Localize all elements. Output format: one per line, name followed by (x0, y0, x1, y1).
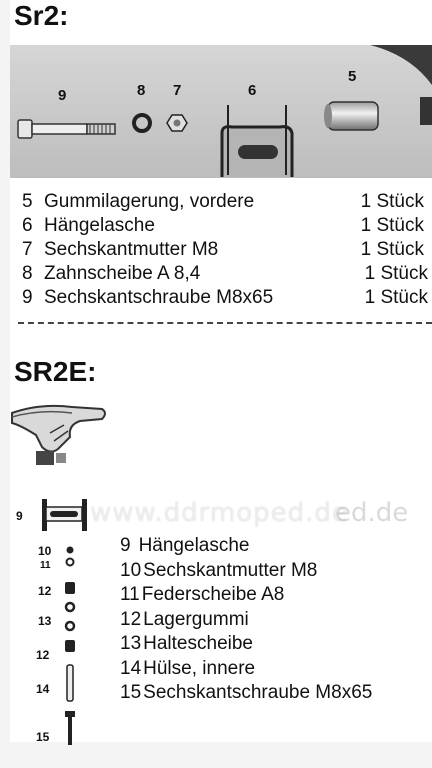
item-number: 12 (120, 608, 142, 630)
diagram-label-12: 12 (38, 584, 52, 598)
diagram-label-10: 10 (38, 544, 52, 558)
list-item (20, 214, 432, 238)
item-number: 9 (120, 535, 131, 556)
item-number: 11 (120, 584, 140, 605)
item-number: 14 (120, 657, 142, 679)
list-item (120, 608, 432, 633)
item-number: 10 (120, 559, 142, 581)
bolt-part (65, 711, 75, 745)
nut-part (67, 547, 74, 554)
photo-label-5: 5 (348, 68, 357, 85)
diagram-label-12b: 12 (36, 648, 50, 662)
item-name: Hängelasche (44, 215, 155, 236)
parts-photo-sr2 (10, 45, 432, 178)
inner-sleeve-part (67, 665, 73, 701)
item-name: Sechskantschraube M8x65 (143, 682, 373, 703)
item-number: 5 (22, 191, 33, 212)
item-quantity: 1 Stück (360, 191, 424, 212)
item-quantity: 1 Stück (360, 215, 424, 236)
rubber-bush-part (324, 102, 378, 130)
frame-bracket-sketch (12, 406, 105, 465)
diagram-label-14: 14 (36, 682, 50, 696)
item-name: Sechskantmutter M8 (44, 239, 219, 260)
nut-part (167, 115, 187, 131)
item-quantity: 1 Stück (364, 263, 428, 284)
parts-photo-drawing (10, 45, 432, 178)
diagram-label-9: 9 (16, 509, 23, 523)
item-name: Haltescheibe (143, 633, 253, 654)
photo-label-9: 9 (58, 87, 67, 104)
diagram-label-15: 15 (36, 730, 50, 744)
watermark-faint: ed.de (335, 498, 409, 528)
list-item (20, 238, 432, 262)
diagram-label-13: 13 (38, 614, 52, 628)
parts-diagram-sr2e (10, 395, 120, 745)
list-item (120, 559, 432, 584)
list-item (120, 657, 432, 682)
parts-list-sr2 (20, 190, 432, 310)
diagram-label-11: 11 (40, 560, 51, 571)
section-title-sr2: Sr2: (14, 0, 69, 31)
retaining-washer-part (66, 603, 74, 611)
section-title-sr2e: SR2E: (14, 356, 97, 387)
retaining-washer-part (66, 622, 74, 630)
photo-label-7: 7 (173, 82, 182, 99)
item-number: 15 (120, 682, 142, 703)
item-number: 7 (22, 239, 33, 260)
photo-label-6: 6 (248, 82, 257, 99)
item-name: Sechskantschraube M8x65 (44, 287, 274, 308)
photo-label-8: 8 (137, 82, 146, 99)
item-number: 6 (22, 215, 33, 236)
list-item (20, 286, 432, 310)
section-divider (18, 322, 432, 324)
item-number: 8 (22, 263, 33, 284)
list-item (20, 262, 432, 286)
item-name: Zahnscheibe A 8,4 (44, 263, 201, 284)
item-quantity: 1 Stück (360, 239, 424, 260)
list-item (120, 534, 432, 559)
item-name: Lagergummi (143, 608, 249, 630)
list-item (20, 190, 432, 214)
list-item (120, 583, 432, 608)
item-name: Gummilagerung, vordere (44, 191, 255, 212)
item-quantity: 1 Stück (364, 287, 428, 308)
item-name: Federscheibe A8 (141, 584, 285, 605)
rubber-bearing-part (65, 640, 75, 652)
document-page (10, 0, 432, 742)
watermark: www.ddrmoped.de (90, 498, 349, 528)
item-name: Hülse, innere (143, 657, 256, 679)
item-number: 9 (22, 287, 33, 308)
rubber-bearing-part (65, 582, 75, 594)
list-item (120, 681, 432, 706)
list-item (120, 632, 432, 657)
spring-washer-part (67, 559, 74, 566)
hanger-part (42, 499, 87, 531)
item-name: Sechskantmutter M8 (143, 559, 318, 581)
item-name: Hängelasche (138, 535, 250, 556)
parts-list-sr2e (120, 534, 432, 706)
item-number: 13 (120, 633, 142, 654)
